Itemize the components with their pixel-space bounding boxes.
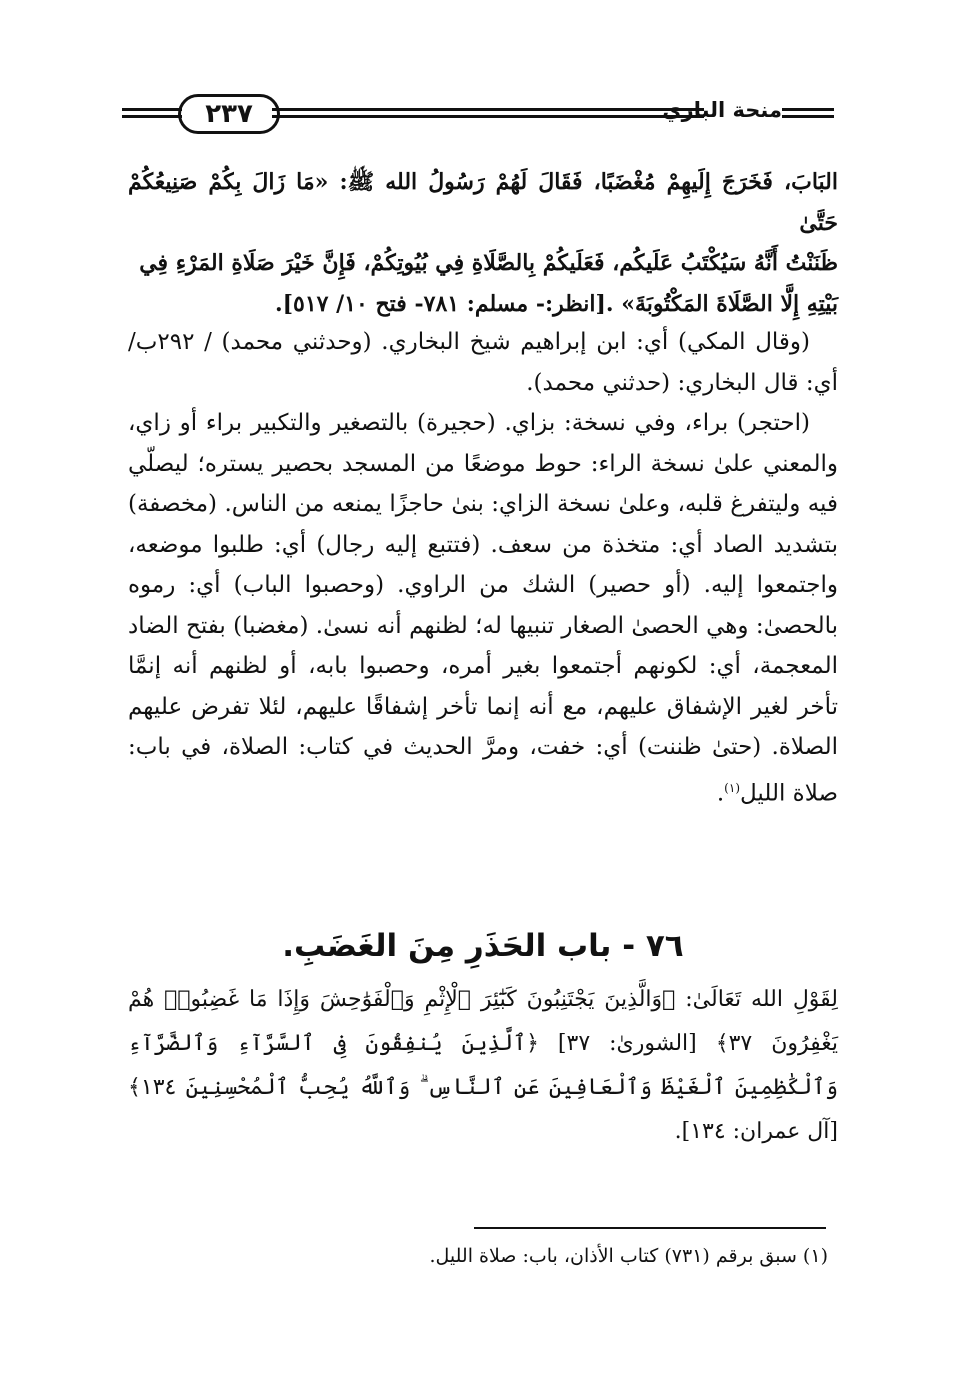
hadith-line: ظَنَنْتُ أَنَّهُ سَيُكْتَبُ عَلَيكُم، فَعَلَيكُمْ بِالصَّلَاةِ فِي بُيُوتِكُمْ، فَإِنَّ خَيْرَ صَلَاةِ المَرْءِ فِي: [139, 250, 838, 276]
footnote: (١) سبق برقم (٧٣١) كتاب الأذان، باب: صلاة الليل.: [429, 1245, 828, 1267]
page-number-badge: [178, 94, 280, 134]
commentary-text: [128, 322, 838, 814]
book-title: منحة الباري: [662, 98, 782, 122]
hadith-line: البَابَ، فَخَرَجَ إِلَيهِمْ مُغْضَبًا، فَقَالَ لَهُمْ رَسُولُ الله ﷺ: «مَا زَالَ بِكُمْ صَنِيعُكُمْ حَتَّىٰ: [128, 169, 838, 236]
hadith-text: [128, 162, 838, 324]
chapter-heading: ٧٦ - باب الحَذَرِ مِنَ الغَضَبِ.: [282, 928, 684, 964]
end-punctuation: .: [716, 780, 725, 807]
page-header: [122, 92, 834, 140]
footnote-reference[interactable]: (١): [724, 780, 740, 795]
commentary-paragraph-text: (احتجر) براء، وفي نسخة: بزاي. (حجيرة) بالتصغير والتكبير براء أو زاي، والمعني علىٰ نسخة الراء: حوط موضعًا من المسجد بحصير يستره؛ ليصلّي فيه وليتفرغ قلبه، وعلىٰ نسخة الزاي: بنىٰ حاجزًا يمنعه من الناس. (مخصفة) بتشديد الصاد أي: متخذة من سعف. (فتتبع إليه رجال) أي: طلبوا موضعه، واجتمعوا إليه. (أو حصير) الشك من الراوي. (وحصبوا الباب) أي: رموه بالحصىٰ: وهي الحصىٰ الصغار تنبيها له؛ لظنهم أنه نسىٰ. (مغضبا) بفتح الضاد المعجمة، أي: لكونهم أجتمعوا بغير أمره، وحصبوا بابه، أو لظنهم أنه إنمَّا تأخر لغير الإشفاق عليهم، مع أنه إنما تأخر إشفاقًا عليهم، لئلا تفرض عليهم الصلاة. (حتىٰ ظننت) أي: خفت، ومرَّ الحديث في كتاب: الصلاة، في باب: صلاة الليل: [128, 410, 838, 807]
header-rule-left: [122, 108, 182, 122]
footnote-divider: [474, 1227, 826, 1229]
quran-verses: لِقَوْلِ الله تَعَالَىٰ: ﴿وَالَّذِينَ يَجْتَنِبُونَ كَبَٰٓئِرَ ٱلْإِثْمِ وَٱلْفَوَٰحِشَ وَإِذَا مَا غَضِبُوا۟ هُمْ يَغْفِرُونَ ٣٧﴾ [الشورىٰ: ٣٧] ﴿ٱلَّذِينَ يُنفِقُونَ فِى ٱلسَّرَّآءِ وَٱلضَّرَّآءِ وَٱلْكَٰظِمِينَ ٱلْغَيْظَ وَٱلْعَافِينَ عَنِ ٱلنَّاسِ ۗ وَٱللَّهُ يُحِبُّ ٱلْمُحْسِنِينَ ١٣٤﴾ [آل عمران: ١٣٤].: [128, 987, 838, 1144]
commentary-paragraph: [128, 403, 838, 814]
header-rule-middle: [272, 108, 704, 122]
hadith-line: بَيْتِهِ إِلَّا الصَّلَاةَ المَكْتُوبَةَ» .[انظر:- مسلم: ٧٨١- فتح ١٠/ ٥١٧].: [274, 290, 838, 317]
header-rule-right: [782, 108, 834, 122]
commentary-paragraph: (وقال المكي) أي: ابن إبراهيم شيخ البخاري. (وحدثني محمد) / ٢٩٢ب/ أي: قال البخاري: (حدثني محمد).: [128, 329, 838, 396]
page-number: ٢٣٧: [205, 99, 253, 129]
